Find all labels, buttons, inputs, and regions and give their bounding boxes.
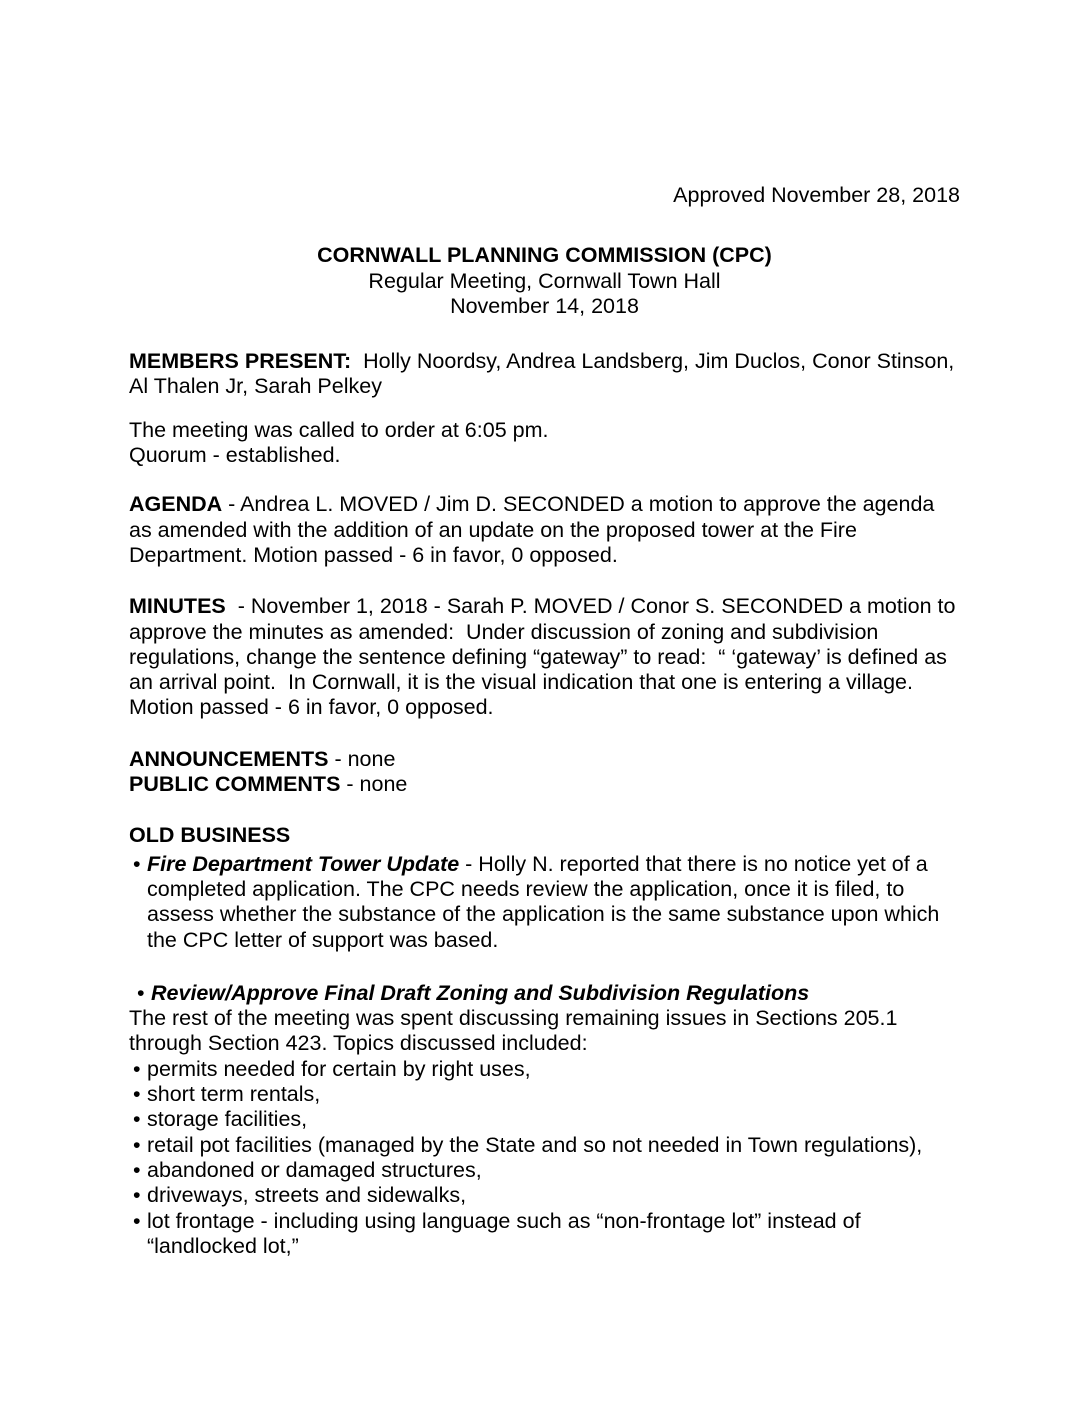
agenda-paragraph	[129, 492, 960, 568]
public-comments-value: - none	[340, 772, 408, 797]
old-business-heading: OLD BUSINESS	[129, 823, 291, 848]
bullet-marker: •	[133, 1082, 141, 1107]
topic-text: permits needed for certain by right uses,	[147, 1056, 531, 1081]
announcements-value: - none	[328, 746, 396, 771]
bullet-marker: •	[133, 1056, 141, 1081]
topics-list	[129, 1057, 960, 1259]
bullet-marker: •	[133, 1208, 141, 1233]
minutes-paragraph	[129, 594, 960, 720]
public-comments-line	[129, 772, 960, 797]
review-approve-item	[129, 981, 960, 1006]
call-to-order-block	[129, 418, 960, 469]
agenda-label: AGENDA	[129, 492, 223, 517]
minutes-text: - November 1, 2018 - Sarah P. MOVED / Conor S. SECONDED a motion to approve the minutes as amended: Under discussion of zoning and subdivision regulations, change the sentence defining “gateway” to read: “ ‘gateway’ is defined as an arrival point. In Cornwall, it is the visual indication that one is entering a village. Motion passed - 6 in favor, 0 opposed.	[129, 594, 962, 720]
topic-text: storage facilities,	[147, 1107, 308, 1132]
public-comments-label: PUBLIC COMMENTS	[129, 772, 341, 797]
meeting-subtitle: Regular Meeting, Cornwall Town Hall	[368, 268, 721, 293]
list-item	[129, 1082, 960, 1107]
members-present-paragraph	[129, 349, 960, 400]
topic-text: short term rentals,	[147, 1082, 321, 1107]
topic-text: retail pot facilities (managed by the State and so not needed in Town regulations),	[147, 1132, 923, 1157]
announcements-line	[129, 747, 960, 772]
list-item	[129, 1057, 960, 1082]
document-header	[129, 243, 960, 319]
meeting-date: November 14, 2018	[450, 293, 639, 318]
topic-text: abandoned or damaged structures,	[147, 1157, 482, 1182]
fire-department-body: - Holly N. reported that there is no notice yet of a completed application. The CPC needs review the application, once it is filed, to assess whether the substance of the application is the same substance upon which the CPC letter of support was based.	[147, 851, 946, 952]
list-item	[129, 1107, 960, 1132]
members-present-names: Holly Noordsy, Andrea Landsberg, Jim Duclos, Conor Stinson, Al Thalen Jr, Sarah Pelkey	[129, 349, 960, 399]
list-item	[129, 1133, 960, 1158]
approved-line: Approved November 28, 2018	[673, 183, 960, 207]
review-approve-title: Review/Approve Final Draft Zoning and Subdivision Regulations	[151, 980, 810, 1005]
list-item	[129, 1209, 960, 1260]
fire-department-item	[129, 852, 960, 953]
called-to-order-line: The meeting was called to order at 6:05 pm.	[129, 417, 549, 442]
list-item	[129, 1183, 960, 1208]
members-present-label: MEMBERS PRESENT:	[129, 349, 352, 374]
fire-department-title: Fire Department Tower Update	[147, 851, 460, 876]
bullet-marker: •	[133, 1183, 141, 1208]
minutes-label: MINUTES	[129, 594, 226, 619]
rest-of-meeting-paragraph: The rest of the meeting was spent discussing remaining issues in Sections 205.1 through Section 423. Topics discussed included:	[129, 1006, 904, 1056]
announcements-label: ANNOUNCEMENTS	[129, 746, 329, 771]
agenda-text: - Andrea L. MOVED / Jim D. SECONDED a motion to approve the agenda as amended with the addition of an update on the proposed tower at the Fire Department. Motion passed - 6 in favor, 0 opposed.	[129, 492, 941, 567]
bullet-marker: •	[137, 980, 145, 1005]
quorum-line: Quorum - established.	[129, 443, 341, 468]
announcements-block	[129, 747, 960, 798]
list-item	[129, 1158, 960, 1183]
bullet-marker: •	[133, 1157, 141, 1182]
topic-text: driveways, streets and sidewalks,	[147, 1183, 467, 1208]
document-title: CORNWALL PLANNING COMMISSION (CPC)	[317, 243, 772, 268]
bullet-marker: •	[133, 1107, 141, 1132]
bullet-marker: •	[133, 851, 141, 876]
bullet-marker: •	[133, 1132, 141, 1157]
fire-department-text	[147, 852, 960, 953]
topic-text: lot frontage - including using language such as “non-frontage lot” instead of “landlocked lot,”	[147, 1208, 867, 1258]
